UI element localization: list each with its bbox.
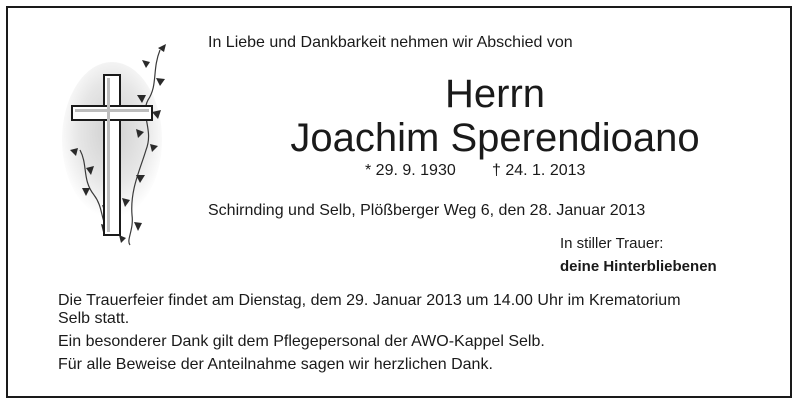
thanks-staff: Ein besonderer Dank gilt dem Pflegepersonal der AWO-Kappel Selb.: [58, 333, 545, 350]
deceased-name: Joachim Sperendioano: [290, 116, 700, 160]
intro-line: In Liebe und Dankbarkeit nehmen wir Abschied von: [208, 34, 573, 51]
funeral-info-line-1: Die Trauerfeier findet am Dienstag, dem 29. Januar 2013 um 14.00 Uhr im Krematorium: [58, 292, 681, 309]
mourners: deine Hinterbliebenen: [560, 258, 717, 275]
thanks-all: Für alle Beweise der Anteilnahme sagen wir herzlichen Dank.: [58, 356, 493, 373]
place-date-line: Schirnding und Selb, Plößberger Weg 6, den 28. Januar 2013: [208, 202, 646, 219]
salutation: Herrn: [444, 72, 546, 116]
mourning-label: In stiller Trauer:: [560, 235, 664, 252]
death-date: † 24. 1. 2013: [492, 162, 586, 179]
birth-date: * 29. 9. 1930: [365, 162, 456, 179]
cross-with-ivy-icon: [60, 40, 180, 250]
funeral-info-line-2: Selb statt.: [58, 310, 130, 327]
